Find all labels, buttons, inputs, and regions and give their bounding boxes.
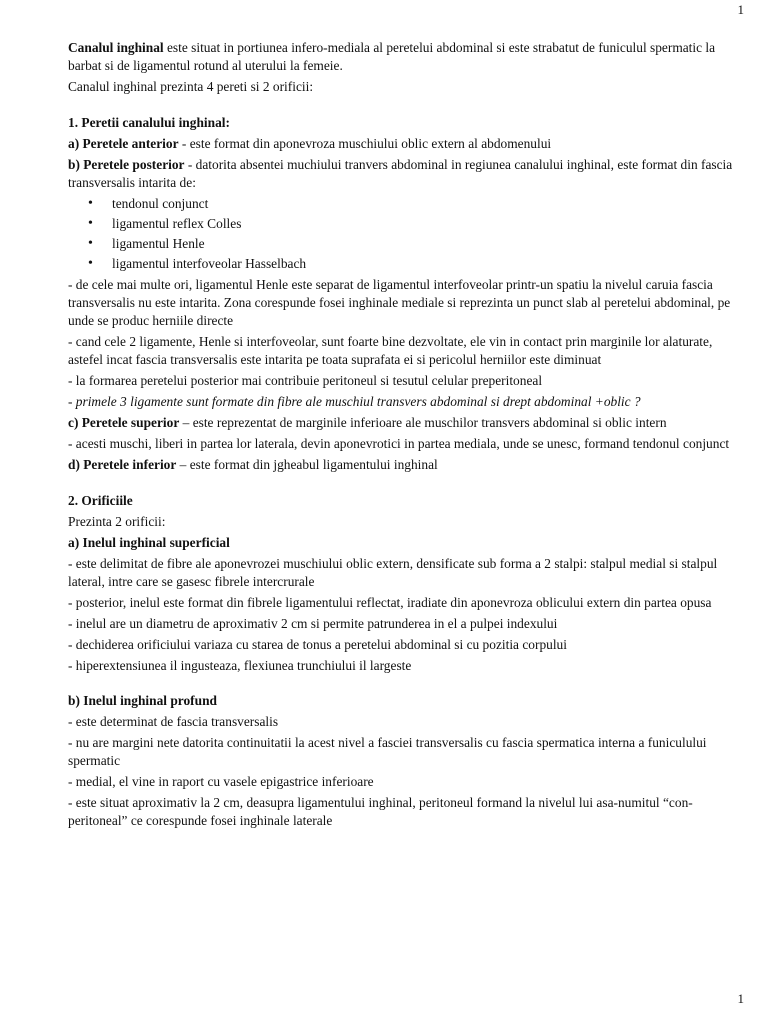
- page-number-bottom: 1: [737, 991, 744, 1006]
- list-item: • ligamentul interfoveolar Hasselbach: [112, 255, 740, 273]
- note: - inelul are un diametru de aproximativ 2 cm si permite patrunderea in el a pulpei indexului: [68, 616, 558, 631]
- list-item: • ligamentul reflex Colles: [112, 215, 740, 233]
- note: - este determinat de fascia transversalis: [68, 714, 279, 729]
- intro-term: Canalul inghinal: [68, 40, 164, 55]
- page-number-top: 1: [737, 2, 744, 17]
- superficial-ring-title: a) Inelul inghinal superficial: [68, 535, 230, 550]
- note: - nu are margini nete datorita continuitatii la acest nivel a fasciei transversalis cu fascia spermatica interna a funiculului spermatic: [68, 735, 707, 768]
- wall-posterior: b) Peretele posterior - datorita absentei muchiului tranvers abdominal in regiunea canalului inghinal, este format din fascia transversalis intarita de:: [68, 157, 733, 190]
- note: - medial, el vine in raport cu vasele epigastrice inferioare: [68, 774, 374, 789]
- list-item: • ligamentul Henle: [112, 235, 740, 253]
- italic-note: - primele 3 ligamente sunt formate din fibre ale muschiul transvers abdominal si drept abdominal +oblic ?: [68, 394, 641, 409]
- document-body: [68, 39, 740, 833]
- section2-intro: Prezinta 2 orificii:: [68, 514, 166, 529]
- note: - este delimitat de fibre ale aponevrozei muschiului oblic extern, densificate sub forma a 2 stalpi: stalpul medial si stalpul lateral, intre care se gasesc fibrele intercrurale: [68, 556, 718, 589]
- note: - acesti muschi, liberi in partea lor laterala, devin aponevrotici in partea mediala, unde se unesc, formand tendonul conjunct: [68, 436, 730, 451]
- posterior-wall-list: [68, 195, 740, 273]
- wall-anterior: a) Peretele anterior - este format din aponevroza muschiului oblic extern al abdomenului: [68, 136, 552, 151]
- note: - de cele mai multe ori, ligamentul Henle este separat de ligamentul interfoveolar printr-un spatiu la nivelul caruia fascia transversalis nu este intarita. Zona corespunde fosei inghinale mediale si reprezinta un punct slab al peretelui abdominal, pe unde se produc herniile directe: [68, 277, 731, 328]
- intro-summary: Canalul inghinal prezinta 4 pereti si 2 orificii:: [68, 79, 314, 94]
- wall-inferior: d) Peretele inferior – este format din jgheabul ligamentului inghinal: [68, 457, 438, 472]
- note: - dechiderea orificiului variaza cu starea de tonus a peretelui abdominal si cu pozitia corpului: [68, 637, 567, 652]
- note: - este situat aproximativ la 2 cm, deasupra ligamentului inghinal, peritoneul formand la nivelul lui asa-numitul “con-peritoneal” ce corespunde fosei inghinale laterale: [68, 795, 693, 828]
- note: - hiperextensiunea il ingusteaza, flexiunea trunchiului il largeste: [68, 658, 412, 673]
- note: - la formarea peretelui posterior mai contribuie peritoneul si tesutul celular preperitoneal: [68, 373, 543, 388]
- section1-title: 1. Peretii canalului inghinal:: [68, 115, 230, 130]
- section2-title: 2. Orificiile: [68, 493, 133, 508]
- list-item: • tendonul conjunct: [112, 195, 740, 213]
- deep-ring-title: b) Inelul inghinal profund: [68, 693, 217, 708]
- wall-superior: c) Peretele superior – este reprezentat de marginile inferioare ale muschilor transvers abdominal si oblic intern: [68, 415, 667, 430]
- intro-paragraph: Canalul inghinal este situat in portiunea infero-mediala al peretelui abdominal si este strabatut de funiculul spermatic la barbat si de ligamentul rotund al uterului la femeie.: [68, 40, 716, 73]
- note: - posterior, inelul este format din fibrele ligamentului reflectat, iradiate din aponevroza oblicului extern din partea opusa: [68, 595, 712, 610]
- note: - cand cele 2 ligamente, Henle si interfoveolar, sunt foarte bine dezvoltate, ele vin in contact prin marginile lor alaturate, astefel incat fascia transversalis este intarita pe toata suprafata ei si pericolul herniilor este diminuat: [68, 334, 713, 367]
